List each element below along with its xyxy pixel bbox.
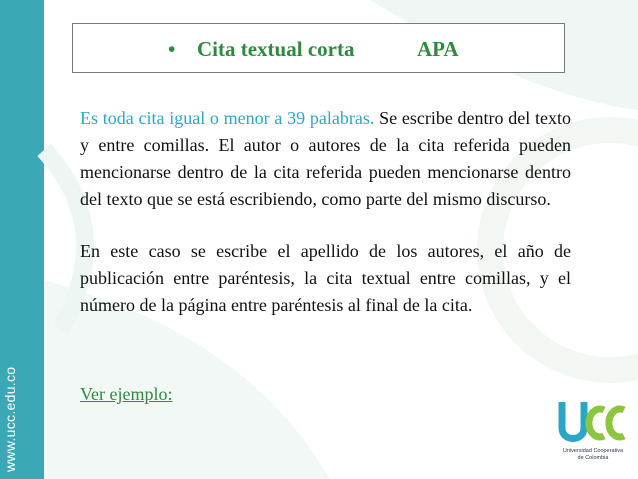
logo-line-2: de Colombia <box>577 455 609 461</box>
title-text: Cita textual corta <box>197 37 355 61</box>
ucc-logo-icon <box>558 396 628 452</box>
body-text <box>80 105 571 319</box>
ucc-logo-text <box>553 448 633 462</box>
paragraph-1-highlight: Es toda cita igual o menor a 39 palabras. <box>80 108 375 128</box>
title-box <box>72 23 565 73</box>
side-url-text: www.ucc.edu.co <box>2 366 18 472</box>
paragraph-2: En este caso se escribe el apellido de los autores, el año de publicación entre paréntesis, la cita textual entre comillas, y el número de la página entre paréntesis al final de la cita. <box>80 241 571 315</box>
paragraph-1 <box>80 105 571 213</box>
title-tag: APA <box>417 37 459 61</box>
title-bullet: • <box>168 37 176 61</box>
logo-line-1: Universidad Cooperativa <box>562 448 624 454</box>
paragraph-1-rest: Se escribe dentro del texto y entre comillas. El autor o autores de la cita referida pueden mencionarse dentro de la cita referida pueden mencionarse dentro del texto que se está escribiendo, como parte del mismo discurso. <box>80 108 572 209</box>
ver-ejemplo-link[interactable]: Ver ejemplo: <box>80 384 173 404</box>
